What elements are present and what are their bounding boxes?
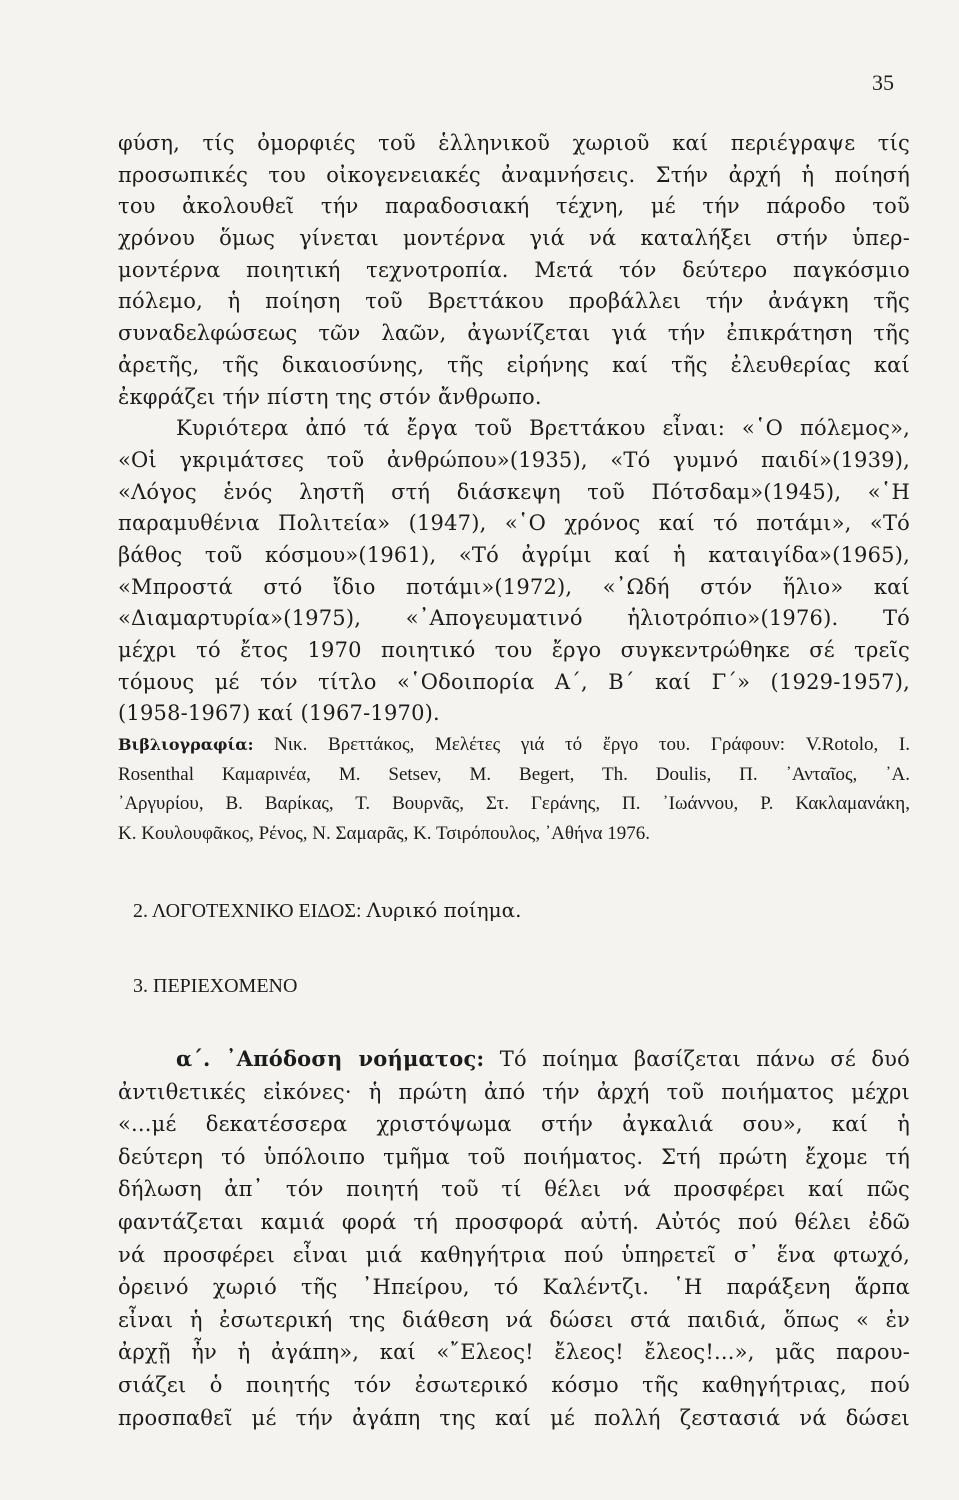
section-content-heading: 3. ΠΕΡΙΕΧΟΜΕΝΟ: [133, 975, 298, 997]
text-line: ἐκφράζει τήν πίστη της στόν ἄνθρωπο.: [118, 384, 542, 409]
paragraph-biography: [118, 128, 910, 730]
section-label: 2. ΛΟΓΟΤΕΧΝΙΚΟ ΕΙΔΟΣ:: [133, 900, 362, 922]
text-line: παραμυθένια Πολιτεία» (1947), «῾Ο χρόνος καί τό ποτάμι», «Τό: [118, 511, 910, 536]
section-value: Λυρικό ποίημα.: [366, 898, 522, 922]
text-line: [118, 1043, 910, 1076]
text-line: δεύτερη τό ὑπόλοιπο τμῆμα τοῦ ποιήματος. Στή πρώτη ἔχομε τή: [118, 1144, 910, 1169]
text-line: του ἀκολουθεῖ τήν παραδοσιακή τέχνη, μέ τήν πάροδο τοῦ: [118, 194, 910, 219]
bibliography-text: Νικ. Βρεττάκος, Μελέτες γιά τό ἔργο του. Γράφουν: V.Rotolo, I.: [274, 734, 910, 755]
paragraph-meaning: [118, 1043, 910, 1434]
section-literary-genre: [133, 898, 522, 923]
text-line: «...μέ δεκατέσσερα χριστόψωμα στήν ἀγκαλιά σου», καί ἡ: [118, 1112, 910, 1137]
text-line: νά προσφέρει εἶναι μιά καθηγήτρια πού ὑπηρετεῖ σ᾽ ἕνα φτωχό,: [118, 1242, 910, 1267]
text-line: φύση, τίς ὀμορφιές τοῦ ἑλληνικοῦ χωριοῦ καί περιέγραψε τίς: [118, 131, 910, 155]
text-line: (1958-1967) καί (1967-1970).: [118, 701, 440, 726]
text-line: ἀρετῆς, τῆς δικαιοσύνης, τῆς εἰρήνης καί τῆς ἐλευθερίας καί: [118, 352, 910, 377]
text-line: προσπαθεῖ μέ τήν ἀγάπη της καί μέ πολλή ζεστασιά νά δώσει: [118, 1405, 910, 1430]
bibliography-line: ᾽Αργυρίου, Β. Βαρίκας, Τ. Βουρνᾶς, Στ. Γεράνης, Π. ᾽Ιωάννου, Ρ. Κακλαμανάκη,: [118, 793, 910, 814]
text-line: σιάζει ὁ ποιητής τόν ἐσωτερικό κόσμο τῆς καθηγήτριας, πού: [118, 1372, 910, 1397]
bibliography: [118, 730, 910, 848]
bibliography-line: Κ. Κουλουφᾶκος, Ρένος, Ν. Σαμαρᾶς, Κ. Τσιρόπουλος, ᾽Αθήνα 1976.: [118, 822, 650, 844]
text-line: συναδελφώσεως τῶν λαῶν, ἀγωνίζεται γιά τήν ἐπικράτηση τῆς: [118, 321, 910, 346]
text-line: «Διαμαρτυρία»(1975), «᾽Απογευματινό ἡλιοτρόπιο»(1976). Τό: [118, 606, 910, 631]
bibliography-label: Βιβλιογραφία:: [118, 735, 254, 754]
text-line: πόλεμο, ἡ ποίηση τοῦ Βρεττάκου προβάλλει τήν ἀνάγκη τῆς: [118, 289, 910, 314]
text-line: δήλωση ἀπ᾽ τόν ποιητή τοῦ τί θέλει νά προσφέρει καί πῶς: [118, 1177, 910, 1202]
bibliography-line: [118, 730, 910, 760]
text-line: μοντέρνα ποιητική τεχνοτροπία. Μετά τόν δεύτερο παγκόσμιο: [118, 257, 910, 282]
text-line: χρόνου ὅμως γίνεται μοντέρνα γιά νά καταλήξει στήν ὑπερ-: [118, 226, 910, 251]
text-line: ὀρεινό χωριό τῆς ᾽Ηπείρου, τό Καλέντζι. ῾Η παράξενη ἅρπα: [118, 1275, 910, 1300]
text-line: βάθος τοῦ κόσμου»(1961), «Τό ἀγρίμι καί ἡ καταιγίδα»(1965),: [118, 542, 910, 567]
text-line: προσωπικές του οἰκογενειακές ἀναμνήσεις. Στήν ἀρχή ἡ ποίησή: [118, 162, 910, 187]
text-line: «Οἱ γκριμάτσες τοῦ ἀνθρώπου»(1935), «Τό γυμνό παιδί»(1939),: [118, 447, 910, 472]
text-line: ἀντιθετικές εἰκόνες· ἡ πρώτη ἀπό τήν ἀρχή τοῦ ποιήματος μέχρι: [118, 1079, 910, 1104]
text-line: «Μπροστά στό ἴδιο ποτάμι»(1972), «᾽Ωδή στόν ἥλιο» καί: [118, 574, 910, 599]
bibliography-line: Rosenthal Καμαρινέα, Μ. Setsev, M. Begert, Th. Doulis, Π. ᾽Ανταῖος, ᾽Α.: [118, 763, 910, 785]
text-line: «Λόγος ἑνός ληστῆ στή διάσκεψη τοῦ Πότσδαμ»(1945), «῾Η: [118, 479, 910, 504]
text-line: τόμους μέ τόν τίτλο «῾Οδοιπορία Α΄, Β΄ καί Γ΄» (1929-1957),: [118, 669, 910, 694]
text-line: ἀρχῇ ἦν ἡ ἀγάπη», καί «῎Ελεος! ἔλεος! ἔλεος!...», μᾶς παρου-: [118, 1340, 910, 1365]
text-line: Κυριότερα ἀπό τά ἔργα τοῦ Βρεττάκου εἶναι: «῾Ο πόλεμος»,: [176, 416, 910, 441]
lead-text: Τό ποίημα βασίζεται πάνω σέ δυό: [499, 1047, 910, 1071]
text-line: φαντάζεται καμιά φορά τή προσφορά αὐτή. Αὐτός πού θέλει ἐδῶ: [118, 1209, 910, 1234]
lead-heading: ᾽Απόδοση νοήματος:: [225, 1046, 485, 1071]
page-number: 35: [872, 70, 894, 95]
text-line: εἶναι ἡ ἐσωτερική της διάθεση νά δώσει στά παιδιά, ὅπως « ἐν: [118, 1307, 910, 1332]
text-line: μέχρι τό ἔτος 1970 ποιητικό του ἔργο συγκεντρώθηκε σέ τρεῖς: [118, 638, 910, 662]
lead-marker: α΄.: [176, 1046, 211, 1071]
